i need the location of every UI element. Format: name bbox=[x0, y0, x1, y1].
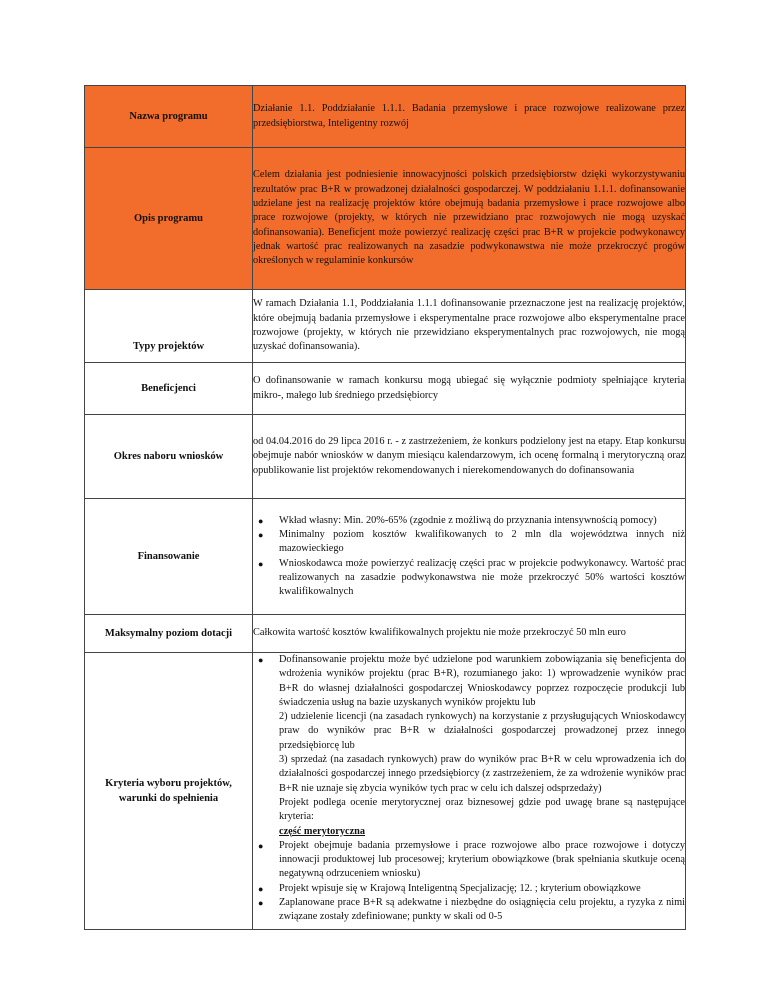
label-maksymalny-poziom: Maksymalny poziom dotacji bbox=[85, 615, 253, 653]
value-typy-projektow: W ramach Działania 1.1, Poddziałania 1.1.1 dofinansowanie przeznaczone jest na realizację projektów, które obejmują badania przemysłowe i eksperymentalne prace rozwojowe albo eksperymentalne prace rozwojowe (projekty, w których nie przewidziano eksperymentalnych prac rozwojowych, nie mogą uzyskać dofinansowania). bbox=[253, 290, 686, 363]
value-opis-programu: Celem działania jest podniesienie innowacyjności polskich przedsiębiorstw dzięki wykorzystywaniu rezultatów prac B+R w prowadzonej działalności gospodarczej. W poddziałaniu 1.1.1. dofinansowanie udzielane jest na realizację projektów które obejmują badania przemysłowe i prace rozwojowe albo prace rozwojowe (projekty, w których nie przewidziano prac rozwojowych nie mogą uzyskać dofinansowania). Beneficjent może powierzyć realizację części prac B+R w projekcie podwykonawcy jednak wartość prac realizowanych na zasadzie podwykonawstwa nie może przekroczyć progów określonych w regulaminie konkursów bbox=[253, 148, 686, 290]
label-kryteria: Kryteria wyboru projektów, warunki do spełnienia bbox=[85, 653, 253, 930]
row-opis bbox=[85, 148, 686, 290]
list-item: ● Projekt obejmuje badania przemysłowe i prace rozwojowe albo prace rozwojowe i dotyczy innowacji produktowej lub procesowej; kryterium obowiązkowe (brak spełniania skutkuje oceną negatywną odrzuceniem wniosku) bbox=[258, 839, 685, 880]
bullet-icon: ● bbox=[258, 883, 264, 894]
value-kryteria bbox=[253, 653, 686, 930]
program-table bbox=[84, 85, 686, 930]
bullet-icon: ● bbox=[258, 515, 264, 526]
row-nazwa bbox=[85, 86, 686, 148]
list-item: ● Zaplanowane prace B+R są adekwatne i niezbędne do osiągnięcia celu projektu, a ryzyka z nimi związane zostały zdefiniowane; punkty w skali od 0-5 bbox=[258, 897, 685, 923]
list-item: ● Minimalny poziom kosztów kwalifikowanych to 2 mln dla województwa innych niż mazowieckiego bbox=[258, 528, 685, 555]
row-okres bbox=[85, 415, 686, 499]
value-okres-naboru: od 04.04.2016 do 29 lipca 2016 r. - z zastrzeżeniem, że konkurs podzielony jest na etapy. Etap konkursu obejmuje nabór wniosków w danym miesiącu kalendarzowym, ich ocenę formalną i merytoryczną oraz opublikowanie list projektów rekomendowanych i nierekomendowanych do dofinansowania bbox=[253, 415, 686, 499]
row-maksymalny bbox=[85, 615, 686, 653]
bullet-icon: ● bbox=[258, 529, 264, 540]
bullet-icon: ● bbox=[258, 558, 264, 569]
list-item: ● Projekt wpisuje się w Krajową Inteligentną Specjalizację; 12. ; kryterium obowiązkowe bbox=[279, 882, 685, 896]
list-item: ● Wnioskodawca może powierzyć realizację części prac w projekcie podwykonawcy. Wartość prac realizowanych na zasadzie podwykonawstwa nie może przekroczyć 50% wartości kosztów kwalifikowalnych bbox=[258, 557, 685, 598]
label-nazwa-programu: Nazwa programu bbox=[85, 86, 253, 148]
list-item: ● Dofinansowanie projektu może być udzielone pod warunkiem zobowiązania się beneficjenta do wdrożenia wyników projektu (prac B+R), rozumianego jako: 1) wprowadzenie wyników prac B+R do własnej działalności gospodarczej Wnioskodawcy poprzez rozpoczęcie produkcji lub świadczenia usług na bazie uzyskanych wyników projektu lub 2) udzielenie licencji (na zasadach rynkowych) na korzystanie z przysługujących Wnioskodawcy praw do wyników prac B+R w działalności gospodarczej prowadzonej przez innego przedsiębiorcę lub 3) sprzedaż (na zasadach rynkowych) praw do wyników prac B+R w celu wprowadzenia ich do działalności gospodarczej innego przedsiębiorcy (z zastrzeżeniem, że za wdrożenie wyników prac B+R nie uznaje się zbycia wyników tych prac w celu ich dalszej odsprzedaży) Projekt podlega ocenie merytorycznej oraz biznesowej gdzie pod uwagę brane są następujące kryteria: część merytoryczna bbox=[279, 653, 685, 839]
value-finansowanie bbox=[253, 499, 686, 615]
label-beneficjenci: Beneficjenci bbox=[85, 363, 253, 415]
bullet-icon: ● bbox=[258, 898, 264, 909]
finansowanie-list bbox=[253, 514, 685, 600]
label-typy-projektow: Typy projektów bbox=[85, 290, 253, 363]
bullet-icon: ● bbox=[258, 840, 264, 851]
label-opis-programu: Opis programu bbox=[85, 148, 253, 290]
row-beneficjenci bbox=[85, 363, 686, 415]
list-item: ● Wkład własny: Min. 20%-65% (zgodnie z możliwą do przyznania intensywnością pomocy) bbox=[279, 514, 685, 528]
row-finansowanie bbox=[85, 499, 686, 615]
value-nazwa-programu: Działanie 1.1. Poddziałanie 1.1.1. Badania przemysłowe i prace rozwojowe realizowane przez przedsiębiorstwa, Inteligentny rozwój bbox=[253, 86, 686, 148]
bullet-icon: ● bbox=[258, 655, 264, 665]
label-finansowanie: Finansowanie bbox=[85, 499, 253, 615]
row-kryteria bbox=[85, 653, 686, 930]
value-maksymalny-poziom: Całkowita wartość kosztów kwalifikowalnych projektu nie może przekroczyć 50 mln euro bbox=[253, 615, 686, 653]
section-heading: część merytoryczna bbox=[279, 825, 366, 837]
row-typy bbox=[85, 290, 686, 363]
kryteria-list bbox=[253, 653, 685, 925]
label-okres-naboru: Okres naboru wniosków bbox=[85, 415, 253, 499]
value-beneficjenci: O dofinansowanie w ramach konkursu mogą ubiegać się wyłącznie podmioty spełniające kryteria mikro-, małego lub średniego przedsiębiorcy bbox=[253, 363, 686, 415]
